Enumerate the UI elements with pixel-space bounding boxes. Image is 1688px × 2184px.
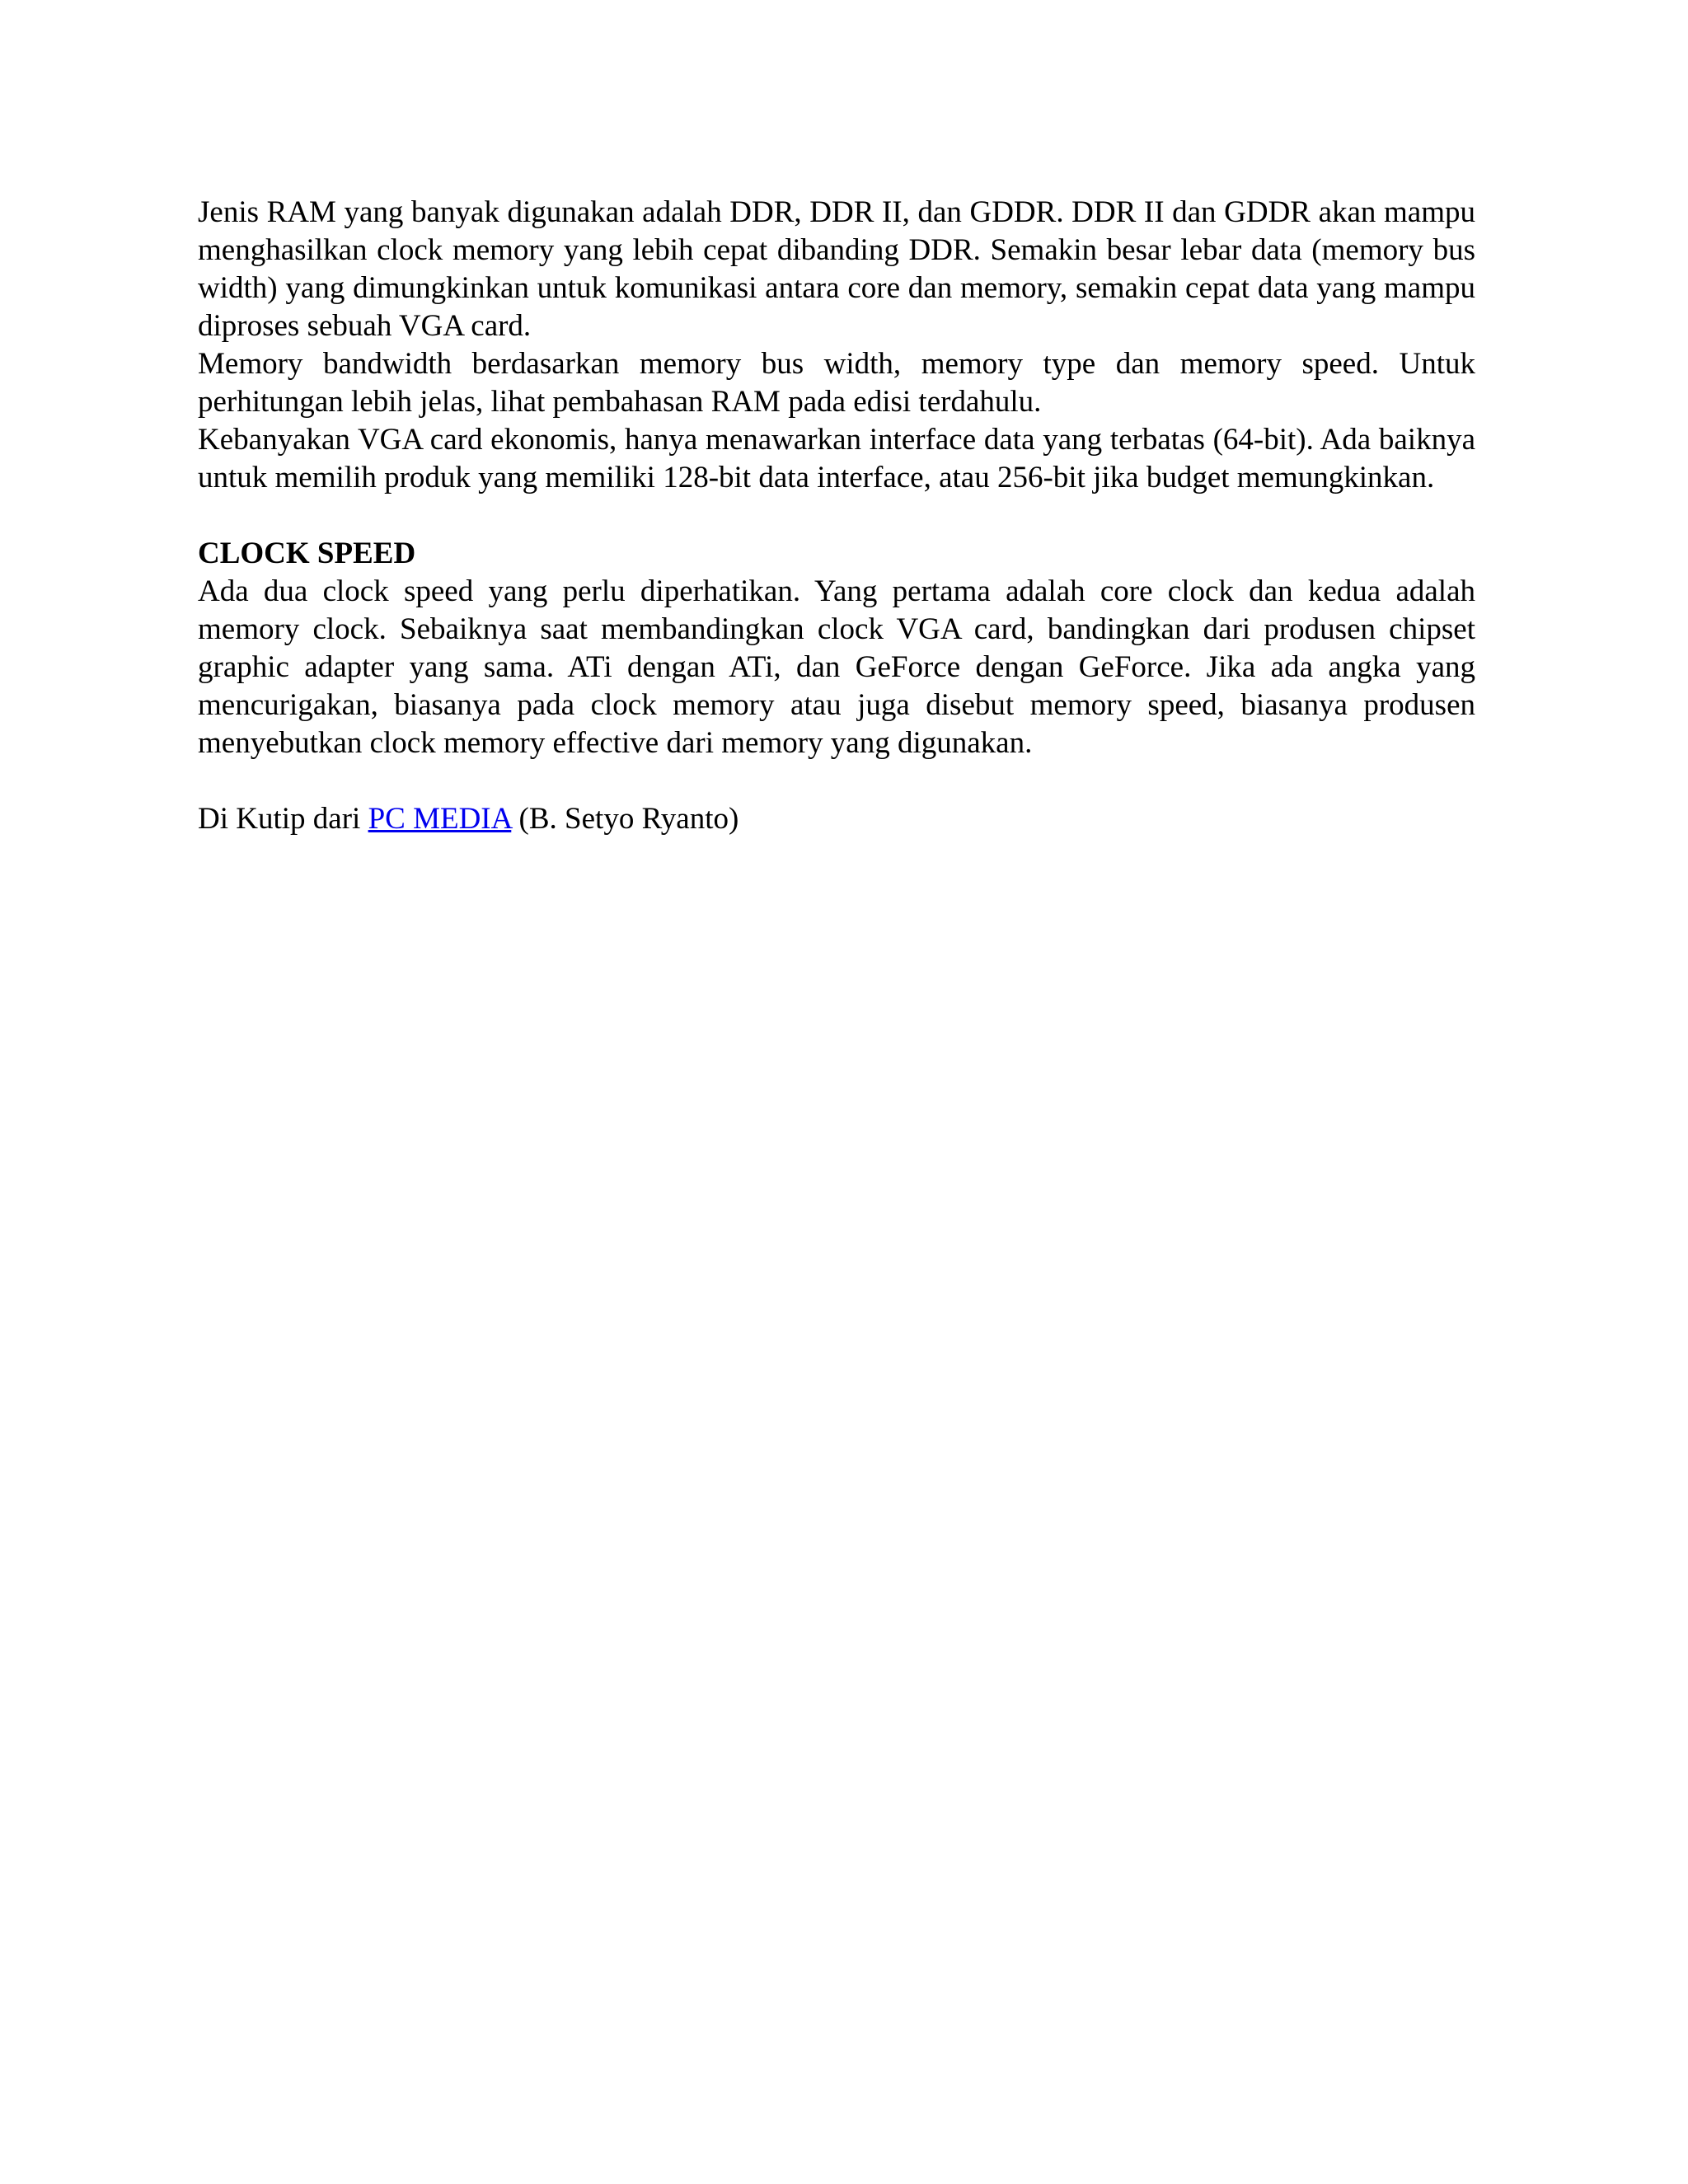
paragraph-ram-types: Jenis RAM yang banyak digunakan adalah DDR, DDR II, dan GDDR. DDR II dan GDDR akan mampu menghasilkan clock memory yang lebih cepat dibanding DDR. Semakin besar lebar data (memory bus width) yang dimungkinkan untuk komunikasi antara core dan memory, semakin cepat data yang mampu diproses sebuah VGA card. <box>198 195 1475 343</box>
source-prefix: Di Kutip dari <box>198 802 368 836</box>
paragraph-clock-speed: Ada dua clock speed yang perlu diperhatikan. Yang pertama adalah core clock dan kedua adalah memory clock. Sebaiknya saat membandingkan clock VGA card, bandingkan dari produsen chipset graphic adapter yang sama. ATi dengan ATi, dan GeForce dengan GeForce. Jika ada angka yang mencurigakan, biasanya pada clock memory atau juga disebut memory speed, biasanya produsen menyebutkan clock memory effective dari memory yang digunakan. <box>198 574 1475 760</box>
document-page <box>198 194 1475 838</box>
source-citation <box>198 800 1475 838</box>
section-heading-clock-speed: CLOCK SPEED <box>198 537 416 570</box>
pc-media-link[interactable]: PC MEDIA <box>368 802 512 836</box>
paragraph-spacer <box>198 497 1475 535</box>
paragraph-data-interface: Kebanyakan VGA card ekonomis, hanya menawarkan interface data yang terbatas (64-bit). Ada baiknya untuk memilih produk yang memiliki 128-bit data interface, atau 256-bit jika budget memungkinkan. <box>198 423 1475 494</box>
paragraph-spacer <box>198 762 1475 800</box>
paragraph-memory-bandwidth: Memory bandwidth berdasarkan memory bus width, memory type dan memory speed. Untuk perhitungan lebih jelas, lihat pembahasan RAM pada edisi terdahulu. <box>198 347 1475 419</box>
source-author: (B. Setyo Ryanto) <box>511 802 739 836</box>
